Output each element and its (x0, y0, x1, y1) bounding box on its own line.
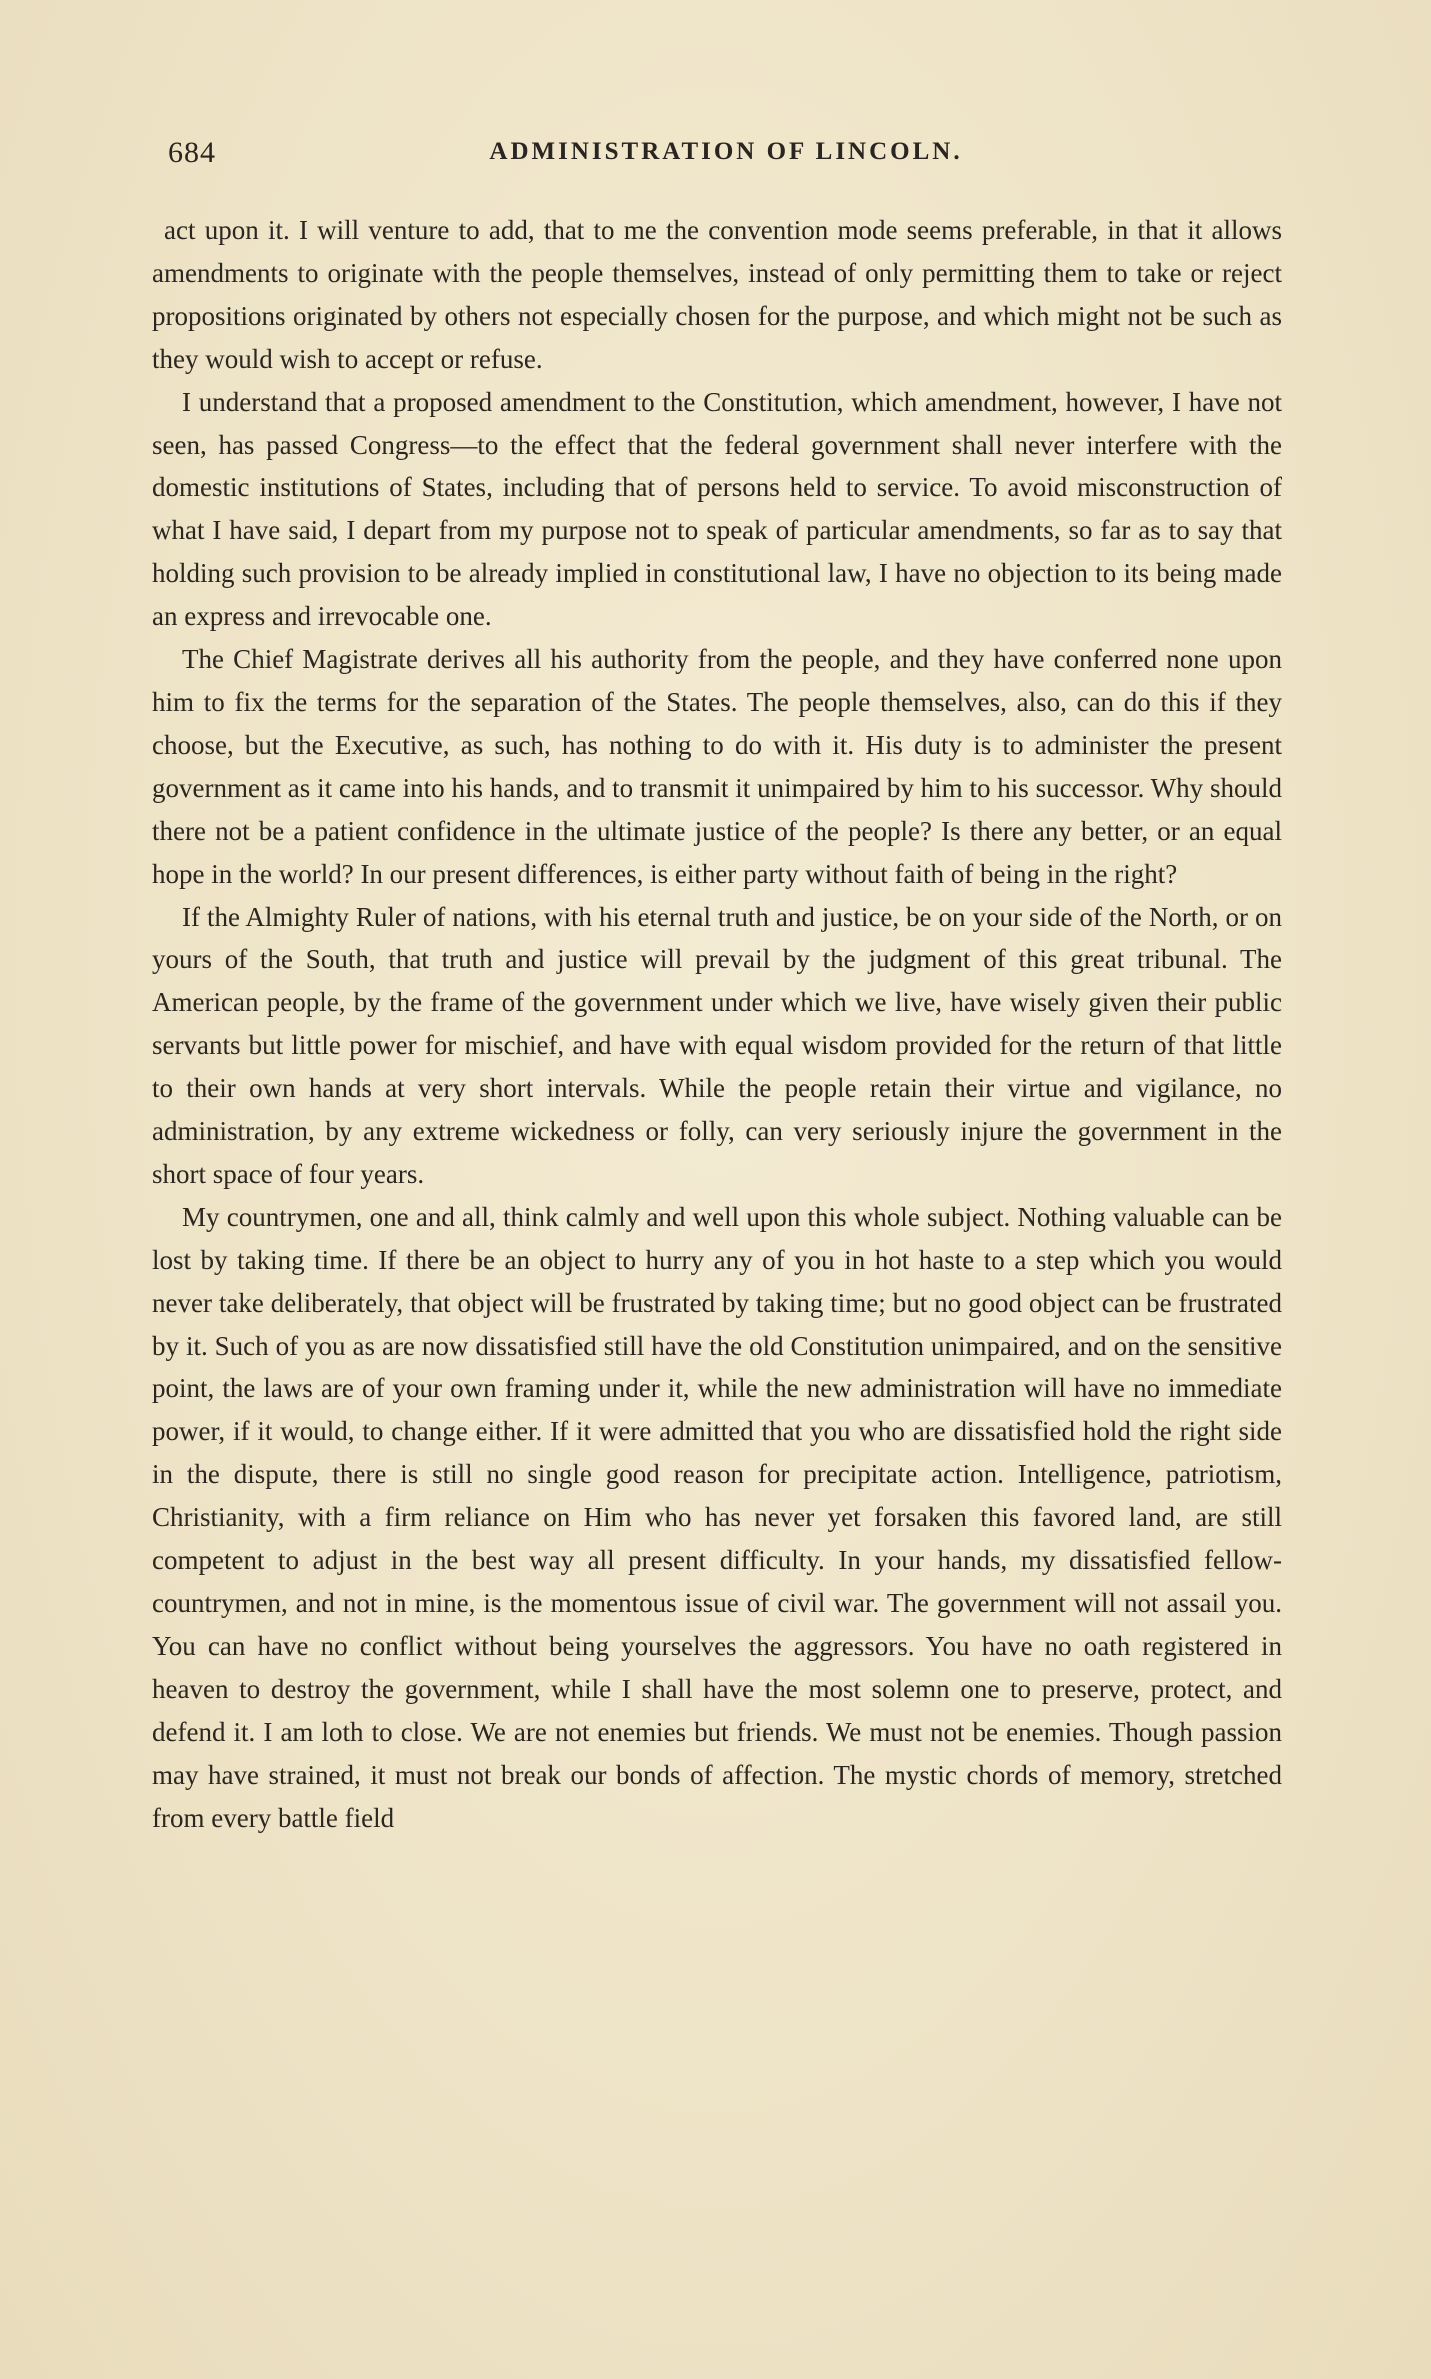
paragraph: If the Almighty Ruler of nations, with his eternal truth and justice, be on your side of the North, or on yours of the South, that truth and justice will prevail by the judgment of this great tribunal. The American people, by the frame of the government under which we live, have wisely given their public servants but little power for mischief, and have with equal wisdom provided for the return of that little to their own hands at very short intervals. While the people retain their virtue and vigilance, no administration, by any extreme wickedness or folly, can very seriously injure the government in the short space of four years. (152, 901, 1282, 1189)
page-header (168, 136, 1284, 186)
page-number: 684 (168, 136, 216, 169)
paragraph: My countrymen, one and all, think calmly and well upon this whole subject. Nothing valuable can be lost by taking time. If there be an object to hurry any of you in hot haste to a step which you would never take deliberately, that object will be frustrated by taking time; but no good object can be frustrated by it. Such of you as are now dissatisfied still have the old Constitution unimpaired, and on the sensitive point, the laws are of your own framing under it, while the new administration will have no immediate power, if it would, to change either. If it were admitted that you who are dissatisfied hold the right side in the dispute, there is still no single good reason for precipitate action. Intelligence, patriotism, Christianity, with a firm reliance on Him who has never yet forsaken this favored land, are still competent to adjust in the best way all present difficulty. In your hands, my dissatisfied fellow-countrymen, and not in mine, is the momentous issue of civil war. The government will not assail you. You can have no conflict without being yourselves the aggressors. You have no oath registered in heaven to destroy the government, while I shall have the most solemn one to preserve, protect, and defend it. I am loth to close. We are not enemies but friends. We must not be enemies. Though passion may have strained, it must not break our bonds of affection. The mystic chords of memory, stretched from every battle field (152, 1201, 1282, 1833)
running-head: ADMINISTRATION OF LINCOLN. (489, 138, 963, 165)
paragraph: The Chief Magistrate derives all his authority from the people, and they have conferred none upon him to fix the terms for the separation of the States. The people themselves, also, can do this if they choose, but the Executive, as such, has nothing to do with it. His duty is to administer the present government as it came into his hands, and to transmit it unimpaired by him to his successor. Why should there not be a patient confidence in the ultimate justice of the people? Is there any better, or an equal hope in the world? In our present differences, is either party without faith of being in the right? (152, 644, 1282, 889)
body-text (152, 209, 1282, 1839)
paragraph: act upon it. I will venture to add, that to me the convention mode seems preferable, in that it allows amendments to originate with the people themselves, instead of only permitting them to take or reject propositions originated by others not especially chosen for the purpose, and which might not be such as they would wish to accept or refuse. (152, 215, 1282, 374)
paragraph: I understand that a proposed amendment to the Constitution, which amendment, however, I have not seen, has passed Congress—to the effect that the federal government shall never interfere with the domestic institutions of States, including that of persons held to service. To avoid misconstruction of what I have said, I depart from my purpose not to speak of particular amendments, so far as to say that holding such provision to be already implied in constitutional law, I have no objection to its being made an express and irrevocable one. (152, 386, 1282, 632)
